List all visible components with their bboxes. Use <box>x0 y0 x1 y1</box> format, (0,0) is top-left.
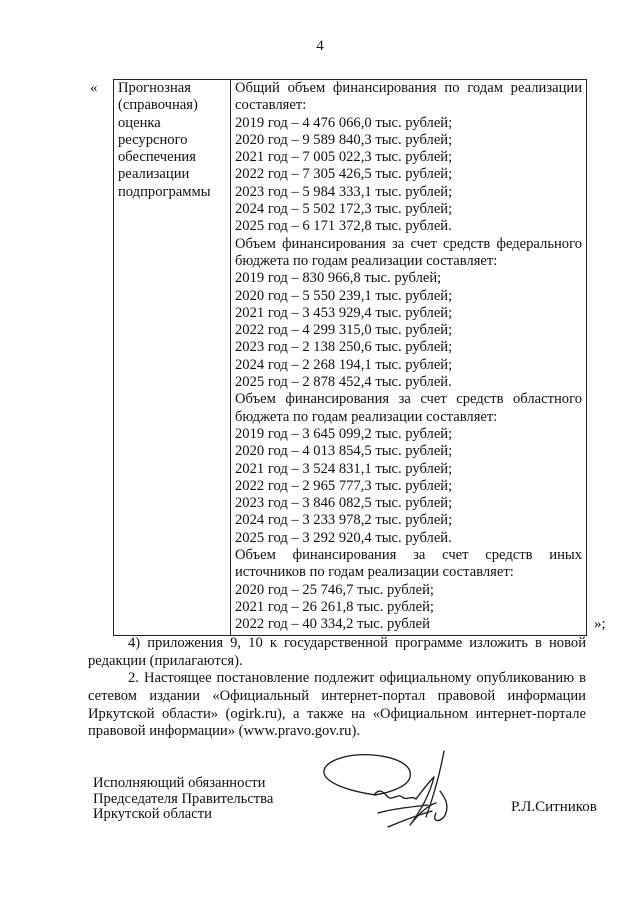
total-heading: составляет: <box>235 97 307 114</box>
other-year-line: 2022 год – 40 334,2 тыс. рублей <box>235 616 430 633</box>
signatory-title-line: Иркутской области <box>93 806 212 822</box>
regional-heading: Объем финансирования за счет средств областного <box>235 391 582 408</box>
signatory-name: Р.Л.Ситников <box>511 799 597 815</box>
regional-year-line: 2020 год – 4 013 854,5 тыс. рублей; <box>235 443 453 460</box>
label-line: Прогнозная <box>118 80 191 96</box>
total-year-line: 2024 год – 5 502 172,3 тыс. рублей; <box>235 201 453 218</box>
federal-heading: бюджета по годам реализации составляет: <box>235 252 498 269</box>
other-year-line: 2021 год – 26 261,8 тыс. рублей; <box>235 598 434 615</box>
federal-year-line: 2020 год – 5 550 239,1 тыс. рублей; <box>235 287 453 304</box>
handwritten-signature <box>318 743 478 838</box>
label-line: реализации <box>118 166 190 183</box>
total-year-line: 2022 год – 7 305 426,5 тыс. рублей; <box>235 166 453 183</box>
federal-year-line: 2023 год – 2 138 250,6 тыс. рублей; <box>235 339 453 356</box>
label-line: ресурсного <box>118 131 188 148</box>
total-heading: Общий объем финансирования по годам реализации <box>235 80 582 96</box>
regional-year-line: 2019 год – 3 645 099,2 тыс. рублей; <box>235 425 453 442</box>
label-line: (справочная) <box>118 97 198 114</box>
resource-table <box>113 79 587 636</box>
label-line: обеспечения <box>118 149 196 166</box>
label-line: оценка <box>118 114 161 131</box>
regional-heading: бюджета по годам реализации составляет: <box>235 408 498 425</box>
regional-year-line: 2025 год – 3 292 920,4 тыс. рублей. <box>235 529 452 546</box>
other-heading: Объем финансирования за счет средств иных <box>235 547 582 564</box>
total-year-line: 2021 год – 7 005 022,3 тыс. рублей; <box>235 149 453 166</box>
regional-year-line: 2022 год – 2 965 777,3 тыс. рублей; <box>235 477 453 494</box>
regional-year-line: 2021 год – 3 524 831,1 тыс. рублей; <box>235 460 453 477</box>
signatory-title-line: Исполняющий обязанности <box>93 775 266 791</box>
signatory-title <box>93 776 273 823</box>
federal-heading: Объем финансирования за счет средств федерального <box>235 235 582 252</box>
total-year-line: 2019 год – 4 476 066,0 тыс. рублей; <box>235 114 453 131</box>
total-year-line: 2025 год – 6 171 372,8 тыс. рублей. <box>235 218 452 235</box>
other-heading: источников по годам реализации составляет: <box>235 564 514 581</box>
federal-year-line: 2021 год – 3 453 929,4 тыс. рублей; <box>235 304 453 321</box>
signatory-title-line: Председателя Правительства <box>93 790 274 807</box>
label-line: подпрограммы <box>118 183 211 200</box>
federal-year-line: 2019 год – 830 966,8 тыс. рублей; <box>235 270 442 287</box>
closing-quote: »; <box>594 616 606 632</box>
regional-year-line: 2023 год – 3 846 082,5 тыс. рублей; <box>235 495 453 512</box>
federal-year-line: 2025 год – 2 878 452,4 тыс. рублей. <box>235 374 452 391</box>
table-label-cell <box>114 80 231 636</box>
opening-quote: « <box>90 80 98 96</box>
paragraph-publication: 2. Настоящее постановление подлежит официальному опубликованию в сетевом издании «Официальный интернет-портал правовой информации Иркутской области» (ogirk.ru), а также на «Официальном интернет-портале правовой информации» (www.pravo.gov.ru). <box>88 670 586 740</box>
table-value-cell <box>231 80 587 636</box>
total-year-line: 2023 год – 5 984 333,1 тыс. рублей; <box>235 183 453 200</box>
federal-year-line: 2024 год – 2 268 194,1 тыс. рублей; <box>235 356 453 373</box>
federal-year-line: 2022 год – 4 299 315,0 тыс. рублей; <box>235 322 453 339</box>
other-year-line: 2020 год – 25 746,7 тыс. рублей; <box>235 581 434 598</box>
page-number: 4 <box>316 38 324 54</box>
table-row <box>114 80 587 636</box>
regional-year-line: 2024 год – 3 233 978,2 тыс. рублей; <box>235 512 453 529</box>
total-year-line: 2020 год – 9 589 840,3 тыс. рублей; <box>235 131 453 148</box>
paragraph-item-4: 4) приложения 9, 10 к государственной программе изложить в новой редакции (прилагаются). <box>88 635 586 669</box>
